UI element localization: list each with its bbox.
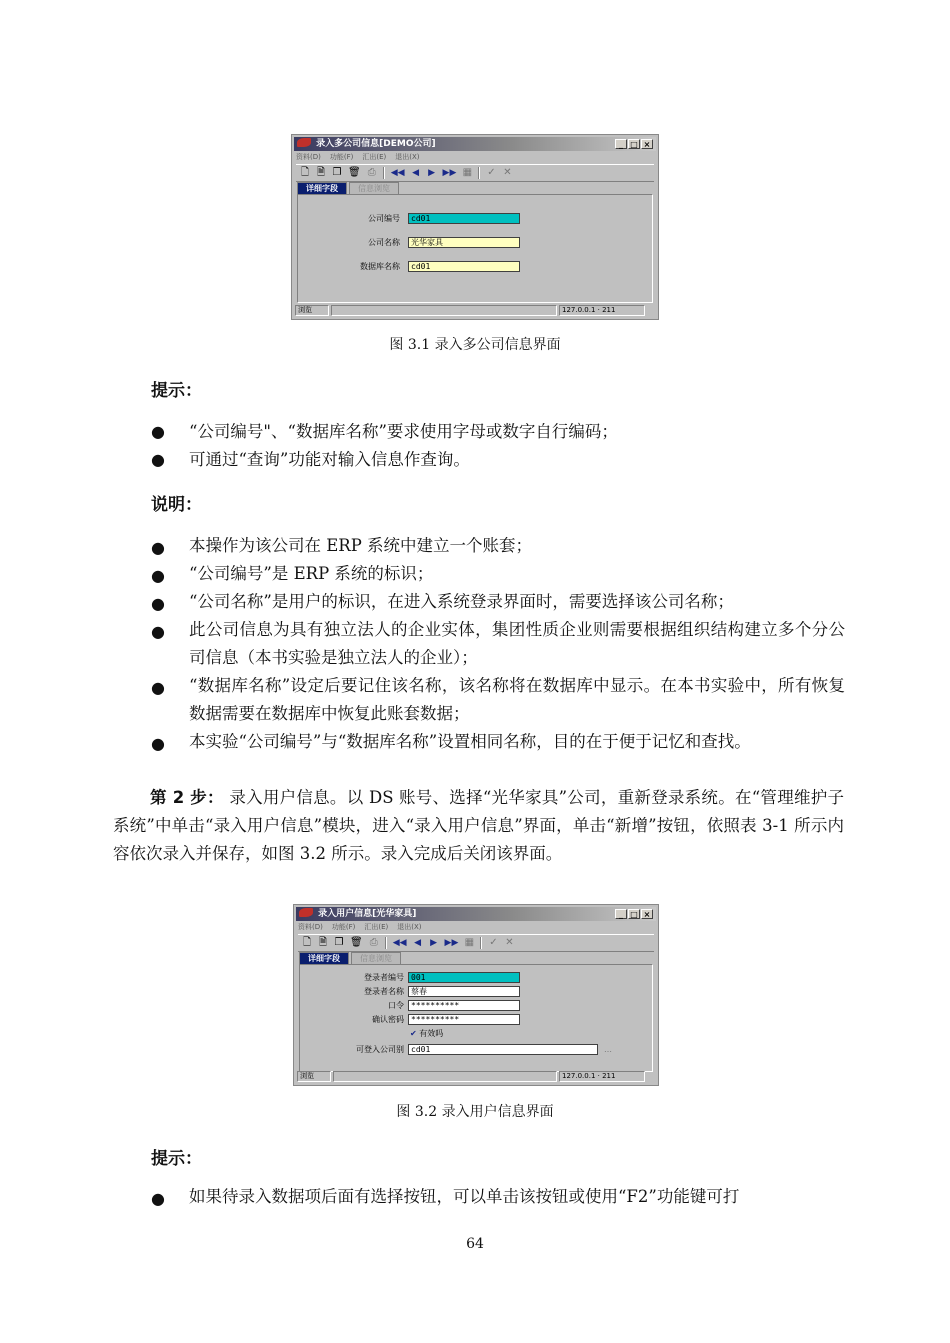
toolbar	[296, 164, 654, 182]
user-info-window	[293, 904, 659, 1086]
password-label: 口令	[388, 1001, 404, 1010]
tab-detail-fields[interactable]: 详细字段	[299, 952, 349, 964]
note-item: “数据库名称”设定后要记住该名称，该名称将在数据库中显示。在本书实验中，所有恢复数据需要在数据库中恢复此账套数据；	[189, 676, 845, 723]
company-info-window	[291, 134, 659, 320]
page-number: 64	[466, 1236, 484, 1252]
status-bar	[297, 1071, 655, 1082]
status-empty	[331, 305, 557, 316]
tab-strip	[299, 952, 401, 964]
minimize-button[interactable]: _	[615, 909, 627, 919]
window-title: 录入多公司信息[DEMO公司]	[316, 139, 436, 149]
confirm-icon[interactable]: ✓	[487, 167, 496, 178]
menu-bar	[298, 922, 422, 933]
figure1-caption: 图 3.1 录入多公司信息界面	[389, 337, 561, 353]
print-icon[interactable]: ⎙	[367, 167, 376, 178]
toolbar-separator	[478, 167, 480, 179]
detail-panel	[297, 194, 653, 303]
confirm-icon[interactable]: ✓	[489, 937, 498, 948]
tab-info-browse[interactable]: 信息浏览	[349, 182, 399, 194]
minimize-button[interactable]: _	[615, 139, 627, 149]
edit-record-icon[interactable]: 🗎	[316, 167, 326, 178]
menu-function[interactable]: 功能(F)	[329, 153, 354, 161]
active-checkbox-label: 有效吗	[419, 1029, 444, 1038]
cancel-icon[interactable]: ✕	[505, 937, 514, 948]
tip-item: “公司编号"、“数据库名称”要求使用字母或数字自行编码；	[189, 422, 618, 441]
bullet-icon: ●	[151, 734, 165, 753]
print-icon[interactable]: ⎙	[369, 937, 378, 948]
bullet-icon: ●	[151, 538, 165, 557]
confirm-password-input[interactable]: **********	[408, 1014, 520, 1025]
database-name-input[interactable]: cd01	[408, 261, 520, 272]
new-record-icon[interactable]: 🗋	[302, 937, 312, 948]
menu-export[interactable]: 汇出(E)	[364, 923, 389, 931]
status-mode: 浏览	[297, 1071, 331, 1082]
toolbar	[298, 934, 654, 952]
copy-record-icon[interactable]: ❐	[332, 167, 342, 178]
status-ip: 127.0.0.1 · 211	[559, 1071, 645, 1082]
detail-panel	[299, 964, 653, 1072]
ellipsis-icon[interactable]: …	[604, 1045, 612, 1054]
active-checkbox[interactable]: ✔ 有效吗	[410, 1029, 444, 1038]
status-mode: 浏览	[295, 305, 329, 316]
step2-paragraph	[113, 784, 844, 868]
bullet-icon: ●	[151, 594, 165, 613]
toolbar-separator	[480, 937, 482, 949]
last-record-icon[interactable]: ▶▶	[442, 168, 457, 178]
bullet-icon: ●	[151, 1189, 165, 1208]
note-item: 此公司信息为具有独立法人的企业实体，集团性质企业则需要根据组织结构建立多个分公司信息（本书实验是独立法人的企业）；	[189, 620, 845, 667]
step2-label: 第 2 步：	[150, 788, 224, 807]
tab-strip	[297, 182, 399, 194]
prev-record-icon[interactable]: ◀	[414, 938, 421, 948]
figure2-caption: 图 3.2 录入用户信息界面	[396, 1104, 554, 1120]
user-name-label: 登录者名称	[364, 987, 404, 996]
window-title: 录入用户信息[光华家具]	[318, 909, 417, 919]
toolbar-separator	[383, 167, 385, 179]
maximize-button[interactable]: □	[628, 909, 640, 919]
close-button[interactable]: ×	[641, 909, 653, 919]
tip-item: 如果待录入数据项后面有选择按钮，可以单击该按钮或使用“F2”功能键可打	[189, 1187, 740, 1206]
confirm-password-label: 确认密码	[372, 1015, 404, 1024]
prev-record-icon[interactable]: ◀	[412, 168, 419, 178]
company-code-input[interactable]: cd01	[408, 213, 520, 224]
copy-record-icon[interactable]: ❐	[334, 937, 344, 948]
next-record-icon[interactable]: ▶	[428, 168, 435, 178]
user-code-label: 登录者编号	[364, 973, 404, 982]
first-record-icon[interactable]: ◀◀	[390, 168, 405, 178]
tips-heading: 提示：	[151, 1149, 202, 1169]
next-record-icon[interactable]: ▶	[430, 938, 437, 948]
toolbar-separator	[385, 937, 387, 949]
edit-record-icon[interactable]: 🗎	[318, 937, 328, 948]
first-record-icon[interactable]: ◀◀	[392, 938, 407, 948]
refresh-icon[interactable]: ▦	[462, 167, 473, 178]
bullet-icon: ●	[151, 622, 165, 641]
user-code-input[interactable]: 001	[408, 972, 520, 983]
cancel-icon[interactable]: ✕	[503, 167, 512, 178]
login-company-label: 可登入公司别	[356, 1045, 404, 1054]
company-name-label: 公司名称	[368, 238, 400, 247]
refresh-icon[interactable]: ▦	[464, 937, 475, 948]
new-record-icon[interactable]: 🗋	[300, 167, 310, 178]
status-ip: 127.0.0.1 · 211	[559, 305, 645, 316]
menu-bar	[296, 152, 420, 163]
close-button[interactable]: ×	[641, 139, 653, 149]
note-item: “公司编号”是 ERP 系统的标识；	[189, 564, 434, 583]
bullet-icon: ●	[151, 422, 165, 441]
window-titlebar[interactable]	[294, 137, 656, 151]
bullet-icon: ●	[151, 566, 165, 585]
bullet-icon: ●	[151, 450, 165, 469]
delete-icon[interactable]: 🗑	[350, 937, 363, 948]
company-name-input[interactable]: 光华家具	[408, 237, 520, 248]
password-input[interactable]: **********	[408, 1000, 520, 1011]
tips-heading: 提示：	[151, 381, 202, 401]
last-record-icon[interactable]: ▶▶	[444, 938, 459, 948]
company-code-label: 公司编号	[368, 214, 400, 223]
note-item: “公司名称”是用户的标识，在进入系统登录界面时，需要选择该公司名称；	[189, 592, 734, 611]
maximize-button[interactable]: □	[628, 139, 640, 149]
menu-data[interactable]: 资料(D)	[296, 153, 321, 161]
app-logo-icon	[299, 908, 313, 917]
bullet-icon: ●	[151, 678, 165, 697]
user-name-input[interactable]: 蔡春	[408, 986, 520, 997]
menu-export[interactable]: 汇出(E)	[362, 153, 387, 161]
database-name-label: 数据库名称	[360, 262, 400, 271]
menu-exit[interactable]: 退出(X)	[395, 153, 420, 161]
menu-data[interactable]: 资料(D)	[298, 923, 323, 931]
note-item: 本实验“公司编号”与“数据库名称”设置相同名称，目的在于便于记忆和查找。	[189, 732, 751, 751]
menu-function[interactable]: 功能(F)	[331, 923, 356, 931]
menu-exit[interactable]: 退出(X)	[397, 923, 422, 931]
step2-text: 录入用户信息。以 DS 账号、选择“光华家具”公司，重新登录系统。在“管理维护子系统”中单击“录入用户信息”模块，进入“录入用户信息”界面，单击“新增”按钮，依照表 3-1 所示内容依次录入并保存，如图 3.2 所示。录入完成后关闭该界面。	[113, 788, 844, 863]
note-item: 本操作为该公司在 ERP 系统中建立一个账套；	[189, 536, 533, 555]
app-logo-icon	[297, 138, 311, 147]
window-titlebar[interactable]	[296, 907, 656, 921]
notes-heading: 说明：	[151, 495, 202, 515]
status-empty	[333, 1071, 557, 1082]
login-company-input[interactable]: cd01	[408, 1044, 598, 1055]
tab-info-browse[interactable]: 信息浏览	[351, 952, 401, 964]
tab-detail-fields[interactable]: 详细字段	[297, 182, 347, 194]
tip-item: 可通过“查询”功能对输入信息作查询。	[189, 450, 470, 469]
status-bar	[295, 305, 655, 316]
delete-icon[interactable]: 🗑	[348, 167, 361, 178]
